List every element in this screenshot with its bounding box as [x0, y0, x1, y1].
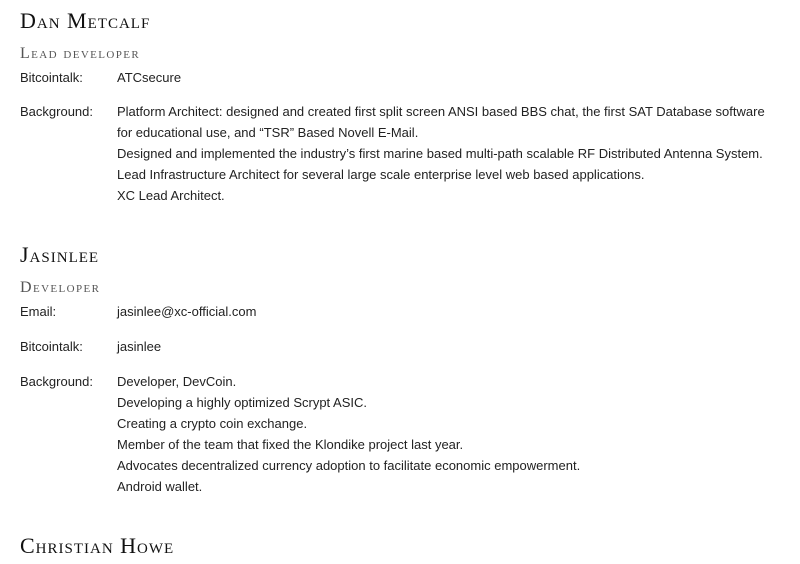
- bitcointalk-label: Bitcointalk:: [20, 339, 83, 354]
- background-line: Advocates decentralized currency adoption to facilitate economic empowerment.: [117, 458, 581, 473]
- background-text: [117, 371, 800, 497]
- background-line: Designed and implemented the industry’s first marine based multi-path scalable RF Distributed Antenna System.: [117, 146, 763, 161]
- background-line: Lead Infrastructure Architect for several large scale enterprise level web based applications.: [117, 167, 645, 182]
- background-label: Background:: [20, 104, 93, 119]
- email-label: Email:: [20, 304, 57, 319]
- email-row: [20, 301, 800, 322]
- email-value[interactable]: jasinlee@xc-official.com: [117, 304, 257, 319]
- background-line: Developing a highly optimized Scrypt ASIC.: [117, 395, 368, 410]
- person-role: Developer: [20, 279, 101, 296]
- background-line: Developer, DevCoin.: [117, 374, 237, 389]
- background-text: [117, 101, 800, 206]
- bitcointalk-label: Bitcointalk:: [20, 70, 83, 85]
- background-line: XC Lead Architect.: [117, 188, 225, 203]
- background-line: Platform Architect: designed and created first split screen ANSI based BBS chat, the first SAT Database software: [117, 104, 765, 119]
- bitcointalk-value: jasinlee: [117, 339, 162, 354]
- bitcointalk-row: [20, 336, 800, 357]
- background-row: [20, 371, 800, 497]
- person-name: Dan Metcalf: [20, 8, 151, 33]
- bitcointalk-value: ATCsecure: [117, 70, 182, 85]
- background-row: [20, 101, 800, 206]
- background-line: Creating a crypto coin exchange.: [117, 416, 308, 431]
- person-name: Christian Howe: [20, 533, 175, 558]
- bitcointalk-row: [20, 67, 800, 88]
- background-line: for educational use, and “TSR” Based Novell E-Mail.: [117, 125, 419, 140]
- person-name: Jasinlee: [20, 242, 100, 267]
- background-line: Member of the team that fixed the Klondike project last year.: [117, 437, 464, 452]
- background-line: Android wallet.: [117, 479, 203, 494]
- background-label: Background:: [20, 374, 93, 389]
- person-role: Lead developer: [20, 45, 141, 62]
